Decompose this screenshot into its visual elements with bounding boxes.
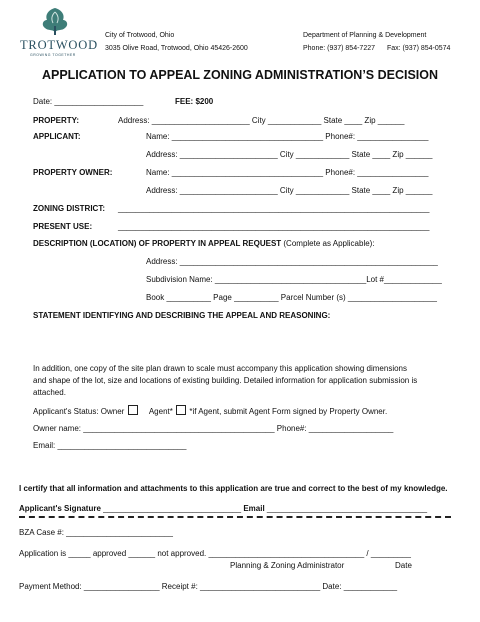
administrator-label: Planning & Zoning Administrator (230, 561, 345, 570)
zoning-district-label: ZONING DISTRICT: (33, 204, 105, 213)
department-phone: Phone: (937) 854-7227 (303, 45, 375, 52)
signature-email-label: Email (243, 504, 265, 513)
logo-tagline: GROWING TOGETHER (30, 53, 76, 57)
signature-label: Applicant's Signature (19, 504, 101, 513)
signature-row (19, 504, 427, 513)
owner-contact-field[interactable]: Owner name: ___________________________________________ Phone#: ___________________ (33, 424, 394, 433)
bza-case-field[interactable]: BZA Case #: ________________________ (19, 528, 173, 537)
date-field[interactable]: Date: ____________________ (33, 97, 144, 106)
owner-name-field[interactable]: Name: __________________________________ Phone#: ________________ (146, 168, 429, 177)
form-title: APPLICATION TO APPEAL ZONING ADMINISTRATION’S DECISION (41, 68, 439, 82)
department-fax: Fax: (937) 854-0574 (387, 45, 451, 52)
applicant-status-label: Applicant's Status: Owner (33, 407, 125, 416)
description-heading (33, 239, 375, 248)
payment-field[interactable]: Payment Method: _________________ Receipt #: ___________________________ Date: ____________ (19, 582, 398, 591)
agent-checkbox[interactable] (176, 405, 186, 415)
subdivision-field[interactable]: Subdivision Name: __________________________________Lot #_____________ (146, 275, 442, 284)
office-use-divider (19, 516, 451, 518)
signature-field[interactable]: _______________________________ (103, 504, 242, 513)
instructions-line-1: In addition, one copy of the site plan drawn to scale must accompany this application showing dimensions (33, 364, 407, 373)
property-owner-label: PROPERTY OWNER: (33, 168, 113, 177)
logo-wordmark: TROTWOOD (20, 38, 98, 52)
signature-email-field[interactable]: ____________________________________ (266, 504, 428, 513)
agent-label: Agent* (148, 407, 173, 416)
applicant-address-field[interactable]: Address: ______________________ City ____________ State ____ Zip ______ (146, 150, 433, 159)
owner-address-field[interactable]: Address: ______________________ City ____________ State ____ Zip ______ (146, 186, 433, 195)
statement-area[interactable] (33, 322, 448, 360)
present-use-label: PRESENT USE: (33, 222, 93, 231)
trotwood-tree-logo (38, 6, 72, 36)
admin-date-label: Date (395, 561, 412, 570)
property-address-field[interactable]: Address: ______________________ City ____________ State ____ Zip ______ (118, 116, 405, 125)
property-label: PROPERTY: (33, 116, 80, 125)
fee-label: FEE: $200 (175, 97, 214, 106)
certification-statement: I certify that all information and attachments to this application are true and correct to the best of my knowledge. (19, 484, 448, 493)
city-name: City of Trotwood, Ohio (105, 32, 175, 39)
email-field[interactable]: Email: _____________________________ (33, 441, 187, 450)
owner-checkbox[interactable] (128, 405, 138, 415)
city-address: 3035 Olive Road, Trotwood, Ohio 45426-2600 (105, 45, 248, 52)
description-address-field[interactable]: Address: __________________________________________________________ (146, 257, 438, 266)
instructions-line-3: attached. (33, 388, 66, 397)
present-use-field[interactable]: ______________________________________________________________________ (118, 222, 430, 231)
description-label: DESCRIPTION (LOCATION) OF PROPERTY IN APPEAL REQUEST (33, 239, 282, 248)
description-note: (Complete as Applicable): (281, 239, 375, 248)
applicant-name-field[interactable]: Name: __________________________________ Phone#: ________________ (146, 132, 429, 141)
agent-note: *if Agent, submit Agent Form signed by Property Owner. (189, 407, 388, 416)
applicant-label: APPLICANT: (33, 132, 81, 141)
department-name: Department of Planning & Development (303, 32, 427, 39)
statement-label: STATEMENT IDENTIFYING AND DESCRIBING THE APPEAL AND REASONING: (33, 311, 331, 320)
applicant-status-row (33, 405, 387, 416)
approval-field[interactable]: Application is _____ approved ______ not approved. ___________________________________ / _________ (19, 549, 411, 558)
zoning-district-field[interactable]: ______________________________________________________________________ (118, 204, 430, 213)
book-page-parcel-field[interactable]: Book __________ Page __________ Parcel Number (s) ____________________ (146, 293, 437, 302)
instructions-line-2: and shape of the lot, size and locations of existing building. Detailed information for application submission is (33, 376, 418, 385)
